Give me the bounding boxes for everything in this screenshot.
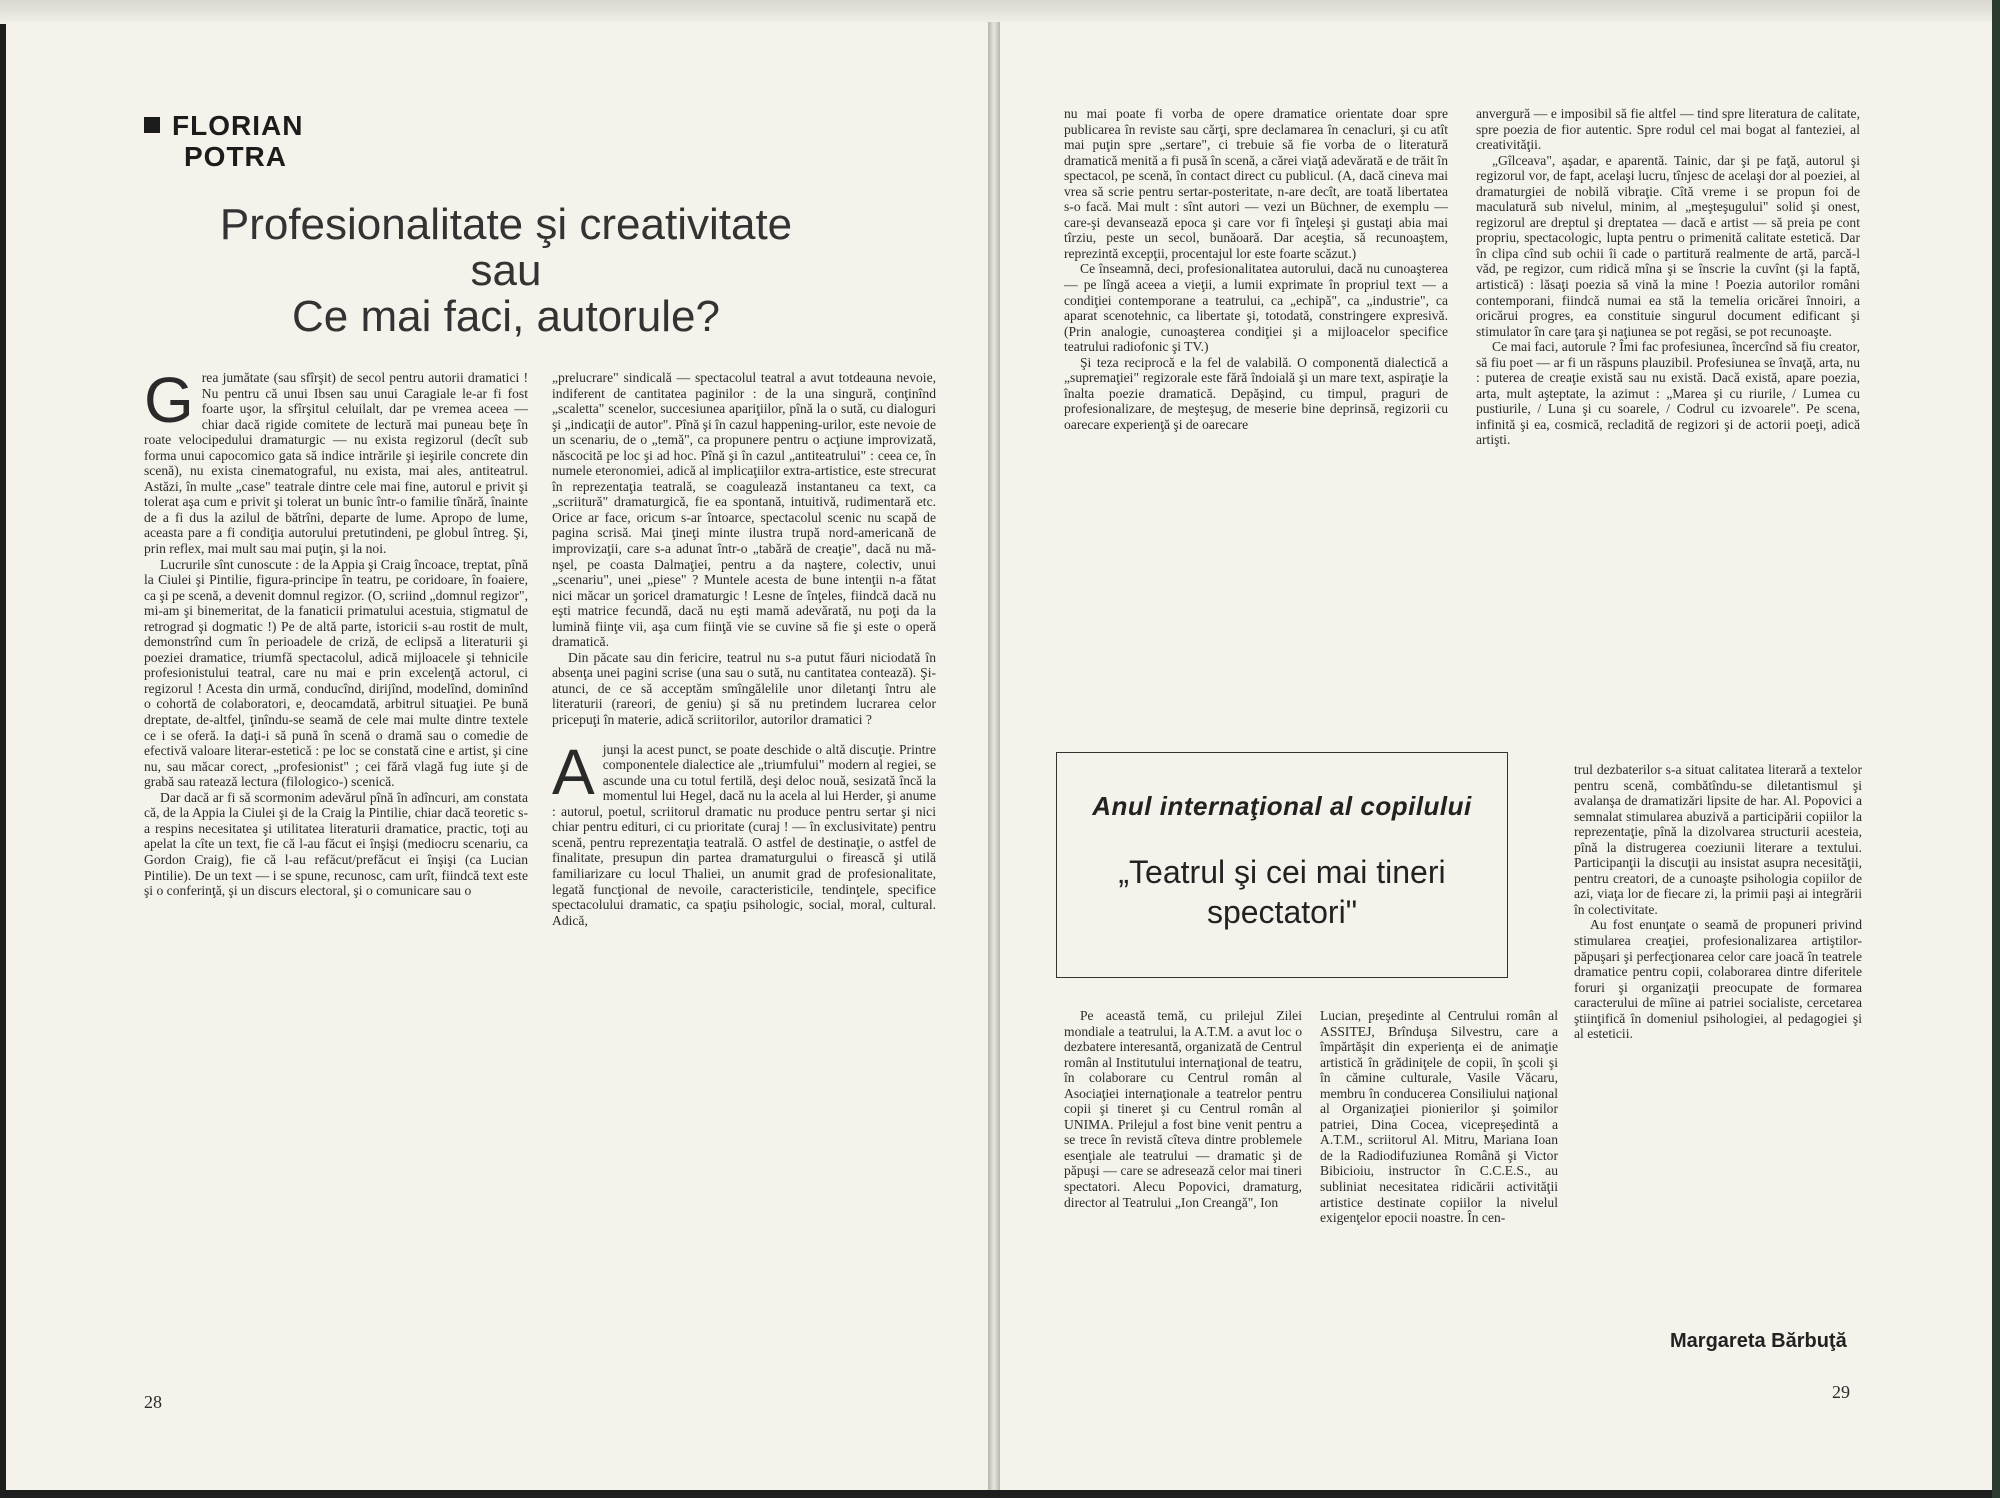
page-number: 28	[144, 1392, 162, 1412]
paragraph: Lucrurile sînt cunoscute : de la Appia şi Craig încoace, treptat, pînă la Ciulei şi Pintilie, figura-principe în teatru, pe coridoare, în foaiere, ca şi pe scenă, a devenit domnul regizor. (O, scriind „domnul regizor", mi-am şi binemeritat, de la fanaticii primatului acestuia, stigmatul de retrograd şi dogmatic !) Pe de altă parte, istoricii s-au rostit de mult, demonstrînd cum în perioadele de criză, de eclipsă a literaturii şi poeziei dramatice, triumfă spectacolul, adică mijloacele şi tehnicile profesionistului teatral, care nu mai e prin excelenţă actorul, ci regizorul ! Acesta din urmă, conducînd, dirijînd, modelînd, dominînd o cohortă de colaboratori, e, deocamdată, arbitrul situaţiei. Pe bună dreptate, de-altfel, ţinîndu-se seamă de cele mai multe dintre textele ce i se oferă. Ia daţi-i să pună în scenă o dramă sau o comedie de efectivă valoare literar-estetică : pe loc se constată cine e artist, şi cine nu, sau măcar corect, „profesionist" ; cei fără vlagă fug iute şi de grabă sau ratează lectura (filologico-) scenică.	[144, 556, 528, 790]
box-heading: Anul internaţional al copilului	[1092, 791, 1472, 821]
title-line-1: Profesionalitate şi creativitate	[219, 200, 793, 249]
left-column-1	[144, 364, 528, 899]
box-column-2	[1320, 1008, 1558, 1226]
paragraph: Ce înseamnă, deci, profesionalitatea autorului, dacă nu cunoaşterea — pe lîngă aceea a vieţii, a lumii exprimate în propriul text — a condiţiei contemporane a teatrului, ca „echipă", ca „industrie", ca aparat scenotehnic, ca libertate şi, totodată, constringere expresivă. (Prin analogie, cunoaşterea condiţiei şi a mijloacelor specifice teatrului radiofonic şi TV.)	[1064, 261, 1448, 355]
paragraph: trul dezbaterilor s-a situat calitatea literară a textelor pentru scenă, combătîndu-se diletantismul şi avalanşa de dramatizări lipsite de har. Al. Popovici a semnalat stimularea abuzivă a participării copiilor la reprezentaţie, pînă la dizolvarea structurii acesteia, pînă la distrugerea coeziunii literare a textului. Participanţii la discuţii au insistat asupra necesităţii, pentru creatori, de a cunoaşte psihologia copiilor de azi, viaţa lor de fiecare zi, la primii paşi ai integrării în colectivitate.	[1574, 762, 1862, 917]
paragraph: Grea jumătate (sau sfîrşit) de secol pentru autorii dramatici ! Nu pentru că unui Ibsen sau unui Caragiale le-ar fi fost foarte uşor, la sfîrşitul celuilalt, dar pe vremea aceea — chiar dacă rigide comitete de lectură mai puneau beţe în roate velocipedului dramaturgic — nu exista regizorul (decît sub forma unui capocomico gata să indice intrările şi ieşirile concrete din scenă), nu exista cinematograful, nu exista, mai ales, antiteatrul. Astăzi, în multe „case" teatrale dintre cele mai fine, autorul e privit şi tolerat aşa cum e privit şi tolerat un bunic într-o familie tînără, înainte de a fi dus la azilul de bătrîni, departe de lume. Apropo de lume, aceasta pare a fi condiţia autorului pretutindeni, pe globul întreg. Şi, prin reflex, mai mult sau mai puţin, şi la noi.	[144, 364, 528, 557]
paragraph: Pe această temă, cu prilejul Zilei mondiale a teatrului, la A.T.M. a avut loc o dezbatere interesantă, organizată de Centrul român al Institutului internaţional de teatru, în colaborare cu Centrul român al Asociaţiei internaţionale a teatrelor pentru copii şi tineret şi cu Centrul român al UNIMA. Prilejul a fost bine venit pentru a se trece în revistă cîteva dintre problemele esenţiale ale teatrului — dramatic şi de păpuşi — care se adresează celor mai tineri spectatori. Alecu Popovici, dramaturg, director al Teatrului „Ion Creangă", Ion	[1064, 1008, 1302, 1210]
box-title: „Teatrul şi cei mai tineri spectatori"	[1118, 854, 1446, 930]
paragraph: Dar dacă ar fi să scormonim adevărul pînă în adîncuri, am constata că, de la Appia la Ciulei şi de la Craig la Pintilie, chiar dacă teoretic s-a respins necesitatea şi utilitatea literaturii dramatice, practic, toţi au apelat la cîte un text, fie că l-au făcut ei înşişi (mediocru scenariu, ca Gordon Craig), fie că l-au refăcut/prefăcut ei înşişi (ca Lucian Pintilie). De un text — i se spune, recunosc, cam urît, fiindcă text este şi o conferinţă, şi un discurs electoral, şi o comunicare sau o	[144, 789, 528, 899]
scan-background	[0, 0, 2000, 24]
drop-cap: G	[144, 364, 194, 436]
author-name: FLORIAN POTRA	[144, 110, 303, 172]
box-column-1	[1064, 1008, 1302, 1210]
paragraph: Din păcate sau din fericire, teatrul nu s-a putut făuri niciodată în absenţa unei pagini scrise (una sau o sută, nu cantitatea contează). Şi-atunci, de ce să acceptăm smîngălelile unor diletanţi întru ale literaturii (rareori, de geniu) şi să nu pretindem lucrarea celor pricepuţi în materie, adică scriitorilor, autorilor dramatici ?	[552, 649, 936, 728]
paragraph: Ce mai faci, autorule ? Îmi fac profesiunea, încercînd să fiu creator, să fiu poet — ar fi un răspuns plauzibil. Profesiunea se învaţă, arta, nu : puterea de creaţie există sau nu există. Dacă există, apare poezia, arta, mult aşteptate, la azimut : „Marea şi cu riurile, / Lumea cu pustiurile, / Luna şi cu soarele, / Codrul cu izvoarele". Pe scena, infinită şi ea, cosmică, recladită de regizori şi de actorii poeţi, adică artişti.	[1476, 339, 1860, 448]
drop-cap: A	[552, 735, 595, 808]
paragraph: Şi teza reciprocă e la fel de valabilă. O componentă dialectică a „supremaţiei" regizorale este fără îndoială şi un mare text, aspiraţie la înalta poezie dramatică. Depăşind, cu timpul, praguri de profesionalizare, de meşteşug, de meserie bine deprinsă, regizorii cu oarecare experienţă şi de oarecare	[1064, 354, 1448, 432]
page-number: 29	[1832, 1382, 1850, 1402]
book-binding-edge	[1992, 0, 2000, 1498]
left-column-2	[552, 370, 936, 928]
paragraph: Ajunşi la acest punct, se poate deschide o altă discuţie. Printre componentele dialectice ale „triumfului" modern al regiei, se ascunde una cu totul fertilă, deşi deloc nouă, sesizată încă la momentul lui Hegel, dacă nu la acela al lui Herder, şi anume : autorul, poetul, scriitorul dramatic nu produce pentru sertar şi nici chiar pentru edituri, ci cu prioritate (curaj ! — în exclusivitate) pentru scenă, pentru reprezentaţia teatrală. O astfel de destinaţie, o astfel de finalitate, presupun din partea dramaturgului o firească şi utilă familiarizare cu locul Thaliei, un anumit grad de profesionalitate, legată funcţional de nevoile, caracteristicile, tendinţele, specifice spectacolului dramatic, ca spaţiu psihologic, social, moral, cultural. Adică,	[552, 735, 936, 928]
right-column-1	[1064, 106, 1448, 432]
paragraph: Au fost enunţate o seamă de propuneri privind stimularea creaţiei, profesionalizarea artiştilor-păpuşari şi perfecţionarea celor care joacă în teatrele dramatice pentru copii, colaborarea dintre diferitele foruri şi organizaţii preocupate de formarea caracterului de mîine ai patriei socialiste, cercetarea ştiinţifică în domeniul psihologiei, al pedagogiei şi al esteticii.	[1574, 917, 1862, 1042]
book-gutter	[988, 22, 1000, 1490]
right-page	[1000, 22, 1992, 1490]
paragraph: Lucian, preşedinte al Centrului român al ASSITEJ, Brînduşa Silvestru, care a împărtăşit din experienţa ei de animaţie artistică în grădiniţele de copii, în şcoli şi în cămine culturale, Vasile Văcaru, membru în conducerea Consiliului naţional al Organizaţiei pionierilor şi şoimilor patriei, Dina Cocea, vicepreşedintă a A.T.M., scriitorul Al. Mitru, Mariana Ioan de la Radiodifuziunea Română şi Victor Bibicioiu, instructor în C.C.E.S., au subliniat necesitatea ridicării activităţii artistice destinate copiilor la nivelul exigenţelor epocii noastre. În cen-	[1320, 1008, 1558, 1226]
left-page	[6, 22, 988, 1490]
paragraph: „prelucrare" sindicală — spectacolul teatral a avut totdeauna nevoie, indiferent de cantitatea paginilor : de la una singură, conţinînd „scaletta" scenelor, succesiunea apariţiilor, pînă la o sută, cu dialoguri şi „indicaţii de autor". Pînă şi în cazul happening-urilor, este nevoie de un scenariu, de o „temă", ca propunere pentru o acţiune improvizată, născocită pe loc şi ad hoc. Pînă şi în cazul „antiteatrului" : ceea ce, în numele eteronomiei, adică al implicaţiilor extra-artistice, este strecurat în reprezentaţia teatrală, se coagulează instantaneu ca text, ca „scriitură" dramaturgică, fie ea spontană, intuitivă, rudimentară etc. Orice ar face, oricum s-ar întoarce, spectacolul scenic nu scapă de pagina scrisă. Mai ţineţi minte ilustra trupă nord-americană de improvizaţii, care s-a adunat într-o „tabără de creaţie", dacă nu mă-nşel, pe coasta Dalmaţiei, pentru a da naştere, colectiv, unui „scenariu", unei „piese" ? Muntele acesta de bune intenţii n-a fătat nici măcar un şoricel dramaturgic ! Lesne de înţeles, fiindcă dacă nu eşti matrice fecundă, dacă nu eşti mamă adevărată, nu poţi da la lumină fiinţe vii, aşa cum fiinţă vie se cuvine să fie şi este o operă dramatică.	[552, 370, 936, 650]
title-line-2: sau	[470, 246, 542, 295]
signature: Margareta Bărbuţă	[1670, 1330, 1847, 1352]
right-column-2	[1476, 106, 1860, 448]
article-title	[156, 202, 856, 340]
paragraph: nu mai poate fi vorba de opere dramatice orientate doar spre publicarea în reviste sau cărţi, spre declamarea în cenacluri, şi cu atît mai puţin spre „sertare", ci trebuie să fie vorba de o literatură dramatică menită a fi pusă în scenă, a cărei viaţă adevărată e de trăit în spectacol, pe scenă, în contact direct cu publicul. (A, dacă cineva mai vrea să scrie pentru sertar-posteritate, n-are decît, are toată libertatea s-o facă. Mai mult : sînt autori — vezi un Büchner, de exemplu — care-şi devansează epoca şi care vor fi înţeleşi şi gustaţi abia mai tîrziu, peste un secol, bunăoară. Dar aceştia, să recunoaştem, reprezintă excepţii, procentajul lor este foarte scăzut.)	[1064, 106, 1448, 261]
square-bullet-icon	[144, 117, 160, 133]
paragraph: anvergură — e imposibil să fie altfel — tind spre literatura de calitate, spre poezia de fior autentic. Spre rodul cel mai bogat al fanteziei, al creativităţii.	[1476, 106, 1860, 153]
sidebar-box	[1056, 752, 1508, 978]
paragraph: „Gîlceava", aşadar, e aparentă. Tainic, dar şi pe faţă, autorul şi regizorul vor, de fapt, acelaşi lucru, tînjesc de acelaşi dor al poeziei, al dramaturgiei de nobilă vibraţie. Cîtă vreme i se propun foi de maculatură sub nivelul, minim, al „meşteşugului" solid şi onest, regizorul are dreptul şi dreptatea — dacă e artist — să preia pe cont propriu, spectacologic, lupta pentru o primenită calitate estetică. Dar în clipa cînd sub ochii îi cade o partitură realmente de artă, parcă-l văd, pe regizor, cum ridică mîna şi se înscrie la cuvînt (şi la faptă, artistică) : lăsaţi poezia să vină la mine ! Poezia autorilor români contemporani, fiindcă numai ea stă la temelia oricărei înnoiri, a oricărui progres, ea constituie singurul document edificant şi stimulator în care ţara şi naţiunea se pot regăsi, se pot recunoaşte.	[1476, 152, 1860, 339]
box-column-3-top	[1574, 762, 1862, 1042]
title-line-3: Ce mai faci, autorule?	[292, 292, 720, 341]
